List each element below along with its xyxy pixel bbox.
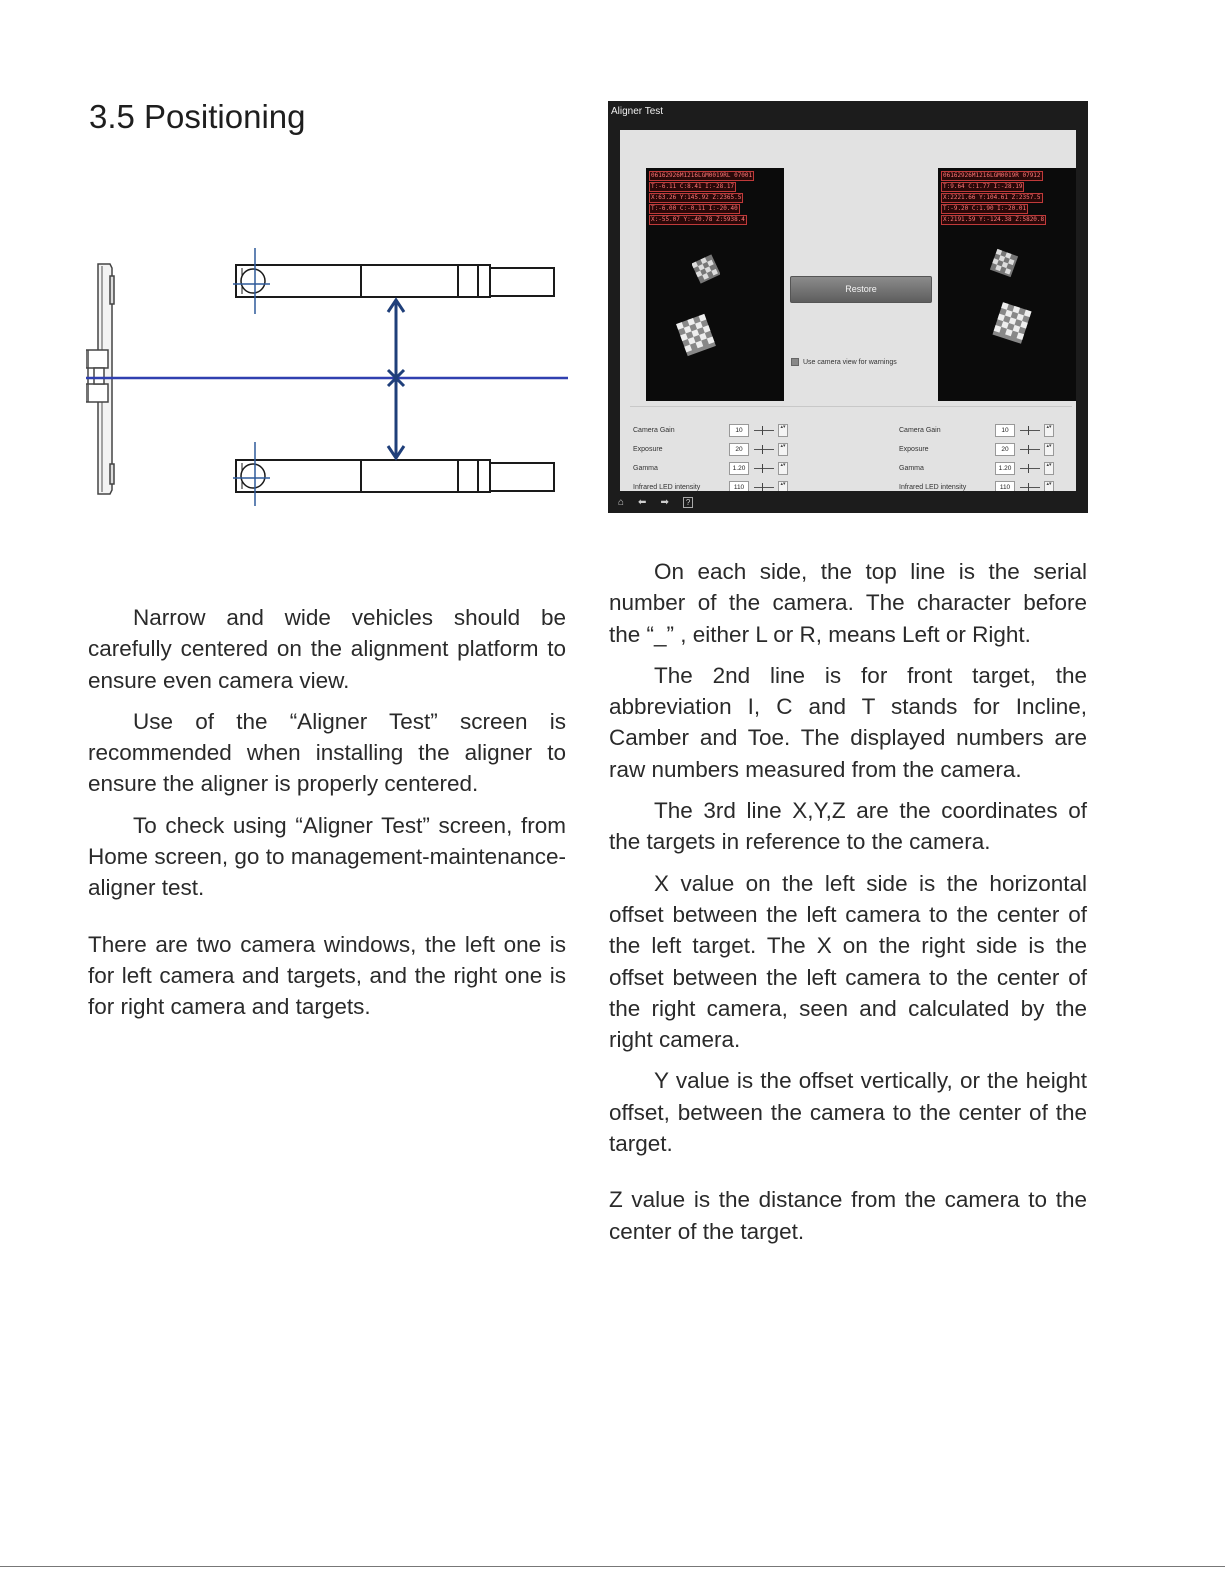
camera-serial-line: 06162926M1216LGM0019R 07912: [943, 172, 1041, 179]
upper-runway: [236, 265, 554, 297]
front-target-itc-line: T:9.64 C:1.77 I:-28.19: [943, 183, 1023, 190]
paragraph: Use of the “Aligner Test” screen is recommended when installing the aligner to ensure the aligner is properly centered.: [88, 708, 566, 797]
warnings-checkbox-label: Use camera view for warnings: [803, 358, 897, 366]
right-text-column: [609, 556, 1087, 1257]
camera-gain-slider[interactable]: [753, 425, 775, 436]
restore-button[interactable]: Restore: [790, 276, 932, 303]
front-target-itc-line: T:-6.11 C:8.41 I:-28.17: [651, 183, 735, 190]
help-icon[interactable]: ?: [683, 497, 693, 508]
positioning-diagram: [86, 246, 571, 506]
front-target-xyz-line: X:63.26 Y:145.92 Z:2365.5: [651, 194, 742, 201]
paragraph: X value on the left side is the horizontal offset between the left camera to the center of the left target. The X on the right side is the offset between the left camera to the center of the right camera, seen and calculated by the right camera.: [609, 870, 1087, 1053]
gamma-input[interactable]: 1.20: [995, 462, 1015, 475]
control-label: Exposure: [633, 445, 663, 453]
control-label: Gamma: [633, 464, 658, 472]
left-text-column: [88, 602, 566, 1033]
control-label: Infrared LED intensity: [899, 483, 967, 491]
rear-target-xyz-line: X:2191.59 Y:-124.38 Z:5820.8: [943, 216, 1045, 223]
camera-gain-input[interactable]: 10: [729, 424, 749, 437]
left-gamma-row: [633, 461, 788, 475]
infrared-led-input[interactable]: 110: [995, 481, 1015, 494]
gamma-slider[interactable]: [753, 463, 775, 474]
control-label: Gamma: [899, 464, 924, 472]
exposure-slider[interactable]: [1019, 444, 1041, 455]
rear-target-xyz-line: X:-55.07 Y:-40.78 Z:5938.4: [651, 216, 745, 223]
infrared-led-input[interactable]: 110: [729, 481, 749, 494]
paragraph: Y value is the offset vertically, or the height offset, between the camera to the center of the target.: [609, 1068, 1087, 1157]
camera-gain-spinner[interactable]: ▴▾: [778, 424, 788, 437]
rear-target-image: [990, 248, 1018, 278]
paragraph: There are two camera windows, the left one is for left camera and targets, and the right one is for right camera and targets.: [88, 931, 566, 1020]
bottom-toolbar: [608, 491, 1088, 513]
aligner-test-screenshot: [608, 101, 1088, 513]
exposure-input[interactable]: 20: [729, 443, 749, 456]
control-label: Camera Gain: [899, 426, 941, 434]
paragraph: Z value is the distance from the camera to the center of the target.: [609, 1187, 1087, 1244]
right-gamma-row: [899, 461, 1054, 475]
left-camera-gain-row: [633, 423, 788, 437]
right-camera-gain-row: [899, 423, 1054, 437]
infrared-led-spinner[interactable]: ▴▾: [778, 481, 788, 494]
paragraph: The 2nd line is for front target, the abbreviation I, C and T stands for Incline, Camber and Toe. The displayed numbers are raw numbers measured from the camera.: [609, 662, 1087, 782]
exposure-slider[interactable]: [753, 444, 775, 455]
gamma-spinner[interactable]: ▴▾: [778, 462, 788, 475]
right-exposure-row: [899, 442, 1054, 456]
control-label: Infrared LED intensity: [633, 483, 701, 491]
left-camera-view: [646, 168, 784, 401]
gamma-slider[interactable]: [1019, 463, 1041, 474]
camera-gain-input[interactable]: 10: [995, 424, 1015, 437]
rear-target-itc-line: T:-6.00 C:-0.11 I:-20.40: [651, 205, 738, 212]
rear-target-image: [692, 254, 720, 284]
paragraph: Narrow and wide vehicles should be carefully centered on the alignment platform to ensure even camera view.: [88, 605, 566, 693]
aligner-test-panel: [620, 130, 1076, 513]
left-camera-readout: [649, 171, 754, 226]
paragraph: To check using “Aligner Test” screen, from Home screen, go to management-maintenance-aligner test.: [88, 812, 566, 901]
rear-target-itc-line: T:-9.20 C:1.90 I:-20.01: [943, 205, 1027, 212]
right-camera-view: [938, 168, 1076, 401]
gamma-spinner[interactable]: ▴▾: [1044, 462, 1054, 475]
camera-gain-slider[interactable]: [1019, 425, 1041, 436]
left-exposure-row: [633, 442, 788, 456]
camera-gain-spinner[interactable]: ▴▾: [1044, 424, 1054, 437]
infrared-led-spinner[interactable]: ▴▾: [1044, 481, 1054, 494]
warnings-checkbox[interactable]: [791, 358, 799, 366]
bottom-rule: [0, 1566, 1225, 1567]
control-label: Camera Gain: [633, 426, 675, 434]
forward-arrow-icon[interactable]: ➡: [660, 496, 669, 508]
page-title: 3.5 Positioning: [89, 98, 306, 135]
exposure-spinner[interactable]: ▴▾: [778, 443, 788, 456]
exposure-spinner[interactable]: ▴▾: [1044, 443, 1054, 456]
back-arrow-icon[interactable]: ⬅: [638, 496, 647, 508]
gamma-input[interactable]: 1.20: [729, 462, 749, 475]
window-title: Aligner Test: [611, 106, 664, 117]
home-icon[interactable]: ⌂: [618, 496, 625, 508]
paragraph: The 3rd line X,Y,Z are the coordinates of the targets in reference to the camera.: [609, 798, 1087, 855]
control-label: Exposure: [899, 445, 929, 453]
right-camera-readout: [941, 171, 1046, 226]
warnings-checkbox-row[interactable]: [791, 358, 897, 366]
lower-runway: [236, 460, 554, 492]
front-target-image: [992, 300, 1032, 346]
paragraph: On each side, the top line is the serial number of the camera. The character before the “_” , either L or R, means Left or Right.: [609, 559, 1087, 647]
front-target-xyz-line: X:2221.66 Y:104.61 Z:2357.5: [943, 194, 1041, 201]
camera-controls: [630, 406, 1072, 499]
exposure-input[interactable]: 20: [995, 443, 1015, 456]
camera-serial-line: 06162926M1216LGM0019RL 07001: [651, 172, 753, 179]
front-target-image: [676, 312, 716, 358]
